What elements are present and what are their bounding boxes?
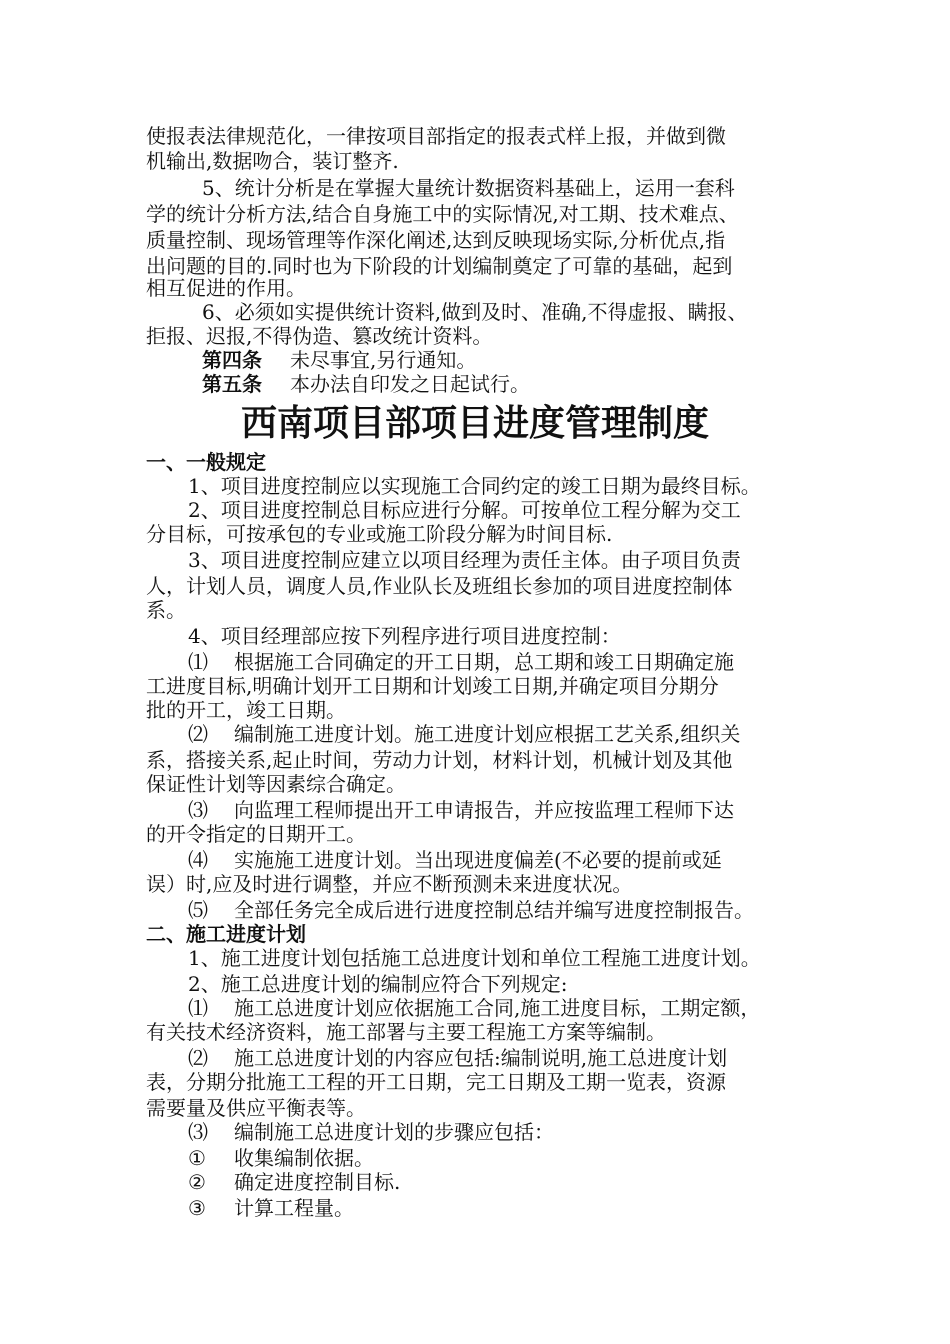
item-text: 全部任务完全成后进行进度控制总结并编写进度控制报告。 — [234, 898, 754, 922]
list-item — [188, 722, 740, 746]
text-line: 2、施工总进度计划的编制应符合下列规定: — [188, 972, 568, 996]
text-line: 系，搭接关系,起止时间，劳动力计划，材料计划，机械计划及其他 — [146, 748, 733, 772]
item-text: 收集编制依据。 — [234, 1146, 374, 1170]
item-text: 向监理工程师提出开工申请报告，并应按监理工程师下达 — [234, 798, 734, 822]
article-label: 第五条 — [202, 372, 262, 396]
item-number: ⑴ — [188, 650, 208, 674]
text-line: 1、施工进度计划包括施工总进度计划和单位工程施工进度计划。 — [188, 946, 761, 970]
list-item — [188, 798, 734, 822]
list-item — [188, 1146, 374, 1170]
text-line: 机输出,数据吻合，装订整齐. — [146, 149, 399, 173]
text-line: 3、项目进度控制应建立以项目经理为责任主体。由子项目负责 — [188, 548, 741, 572]
text-line: 拒报、迟报,不得伪造、篡改统计资料。 — [146, 324, 493, 348]
item-number: ⑵ — [188, 722, 208, 746]
item-text: 施工总进度计划的内容应包括:编制说明,施工总进度计划 — [234, 1046, 728, 1070]
item-number: ⑴ — [188, 996, 208, 1020]
text-line: 有关技术经济资料，施工部署与主要工程施工方案等编制。 — [146, 1020, 666, 1044]
list-item — [188, 848, 722, 872]
text-line: 6、必须如实提供统计资料,做到及时、准确,不得虚报、瞒报、 — [202, 300, 748, 324]
text-line: 的开令指定的日期开工。 — [146, 822, 366, 846]
item-number: ③ — [188, 1196, 206, 1220]
item-number: ⑵ — [188, 1046, 208, 1070]
document-title: 西南项目部项目进度管理制度 — [240, 403, 709, 444]
list-item — [188, 996, 760, 1020]
item-text: 实施施工进度计划。当出现进度偏差(不必要的提前或延 — [234, 848, 722, 872]
text-line: 相互促进的作用。 — [146, 276, 306, 300]
item-text: 计算工程量。 — [234, 1196, 354, 1220]
article-5 — [202, 372, 530, 396]
text-line: 表，分期分批施工工程的开工日期，完工日期及工期一览表，资源 — [146, 1070, 726, 1094]
item-text: 编制施工总进度计划的步骤应包括： — [234, 1120, 554, 1144]
article-text: 未尽事宜,另行通知。 — [290, 348, 477, 372]
text-line: 保证性计划等因素综合确定。 — [146, 772, 406, 796]
section-heading: 二、施工进度计划 — [146, 922, 306, 946]
item-number: ② — [188, 1170, 206, 1194]
text-line: 1、项目进度控制应以实现施工合同约定的竣工日期为最终目标。 — [188, 474, 761, 498]
list-item — [188, 898, 754, 922]
item-number: ⑷ — [188, 848, 208, 872]
list-item — [188, 1170, 400, 1194]
list-item — [188, 650, 734, 674]
list-item — [188, 1046, 727, 1070]
text-line: 4、项目经理部应按下列程序进行项目进度控制： — [188, 624, 621, 648]
text-line: 分目标，可按承包的专业或施工阶段分解为时间目标. — [146, 522, 613, 546]
list-item — [188, 1120, 554, 1144]
text-line: 误）时,应及时进行调整，并应不断预测未来进度状况。 — [146, 872, 633, 896]
item-number: ⑶ — [188, 1120, 208, 1144]
text-line: 2、项目进度控制总目标应进行分解。可按单位工程分解为交工 — [188, 498, 741, 522]
text-line: 人，计划人员，调度人员,作业队长及班组长参加的项目进度控制体 — [146, 574, 733, 598]
article-text: 本办法自印发之日起试行。 — [290, 372, 530, 396]
item-number: ⑶ — [188, 798, 208, 822]
item-number: ⑸ — [188, 898, 208, 922]
item-text: 施工总进度计划应依据施工合同,施工进度目标，工期定额， — [234, 996, 761, 1020]
item-number: ① — [188, 1146, 206, 1170]
text-line: 使报表法律规范化，一律按项目部指定的报表式样上报，并做到微 — [146, 124, 726, 148]
text-line: 需要量及供应平衡表等。 — [146, 1096, 366, 1120]
item-text: 编制施工进度计划。施工进度计划应根据工艺关系,组织关 — [234, 722, 741, 746]
text-line: 系。 — [146, 598, 186, 622]
text-line: 出问题的目的.同时也为下阶段的计划编制奠定了可靠的基础，起到 — [146, 254, 733, 278]
item-text: 根据施工合同确定的开工日期，总工期和竣工日期确定施 — [234, 650, 734, 674]
item-text: 确定进度控制目标. — [234, 1170, 401, 1194]
text-line: 工进度目标,明确计划开工日期和计划竣工日期,并确定项目分期分 — [146, 674, 719, 698]
text-line: 5、统计分析是在掌握大量统计数据资料基础上，运用一套科 — [202, 176, 735, 200]
text-line: 质量控制、现场管理等作深化阐述,达到反映现场实际,分析优点,指 — [146, 228, 726, 252]
text-line: 批的开工，竣工日期。 — [146, 698, 346, 722]
article-4 — [202, 348, 476, 372]
section-heading: 一、一般规定 — [146, 450, 266, 474]
text-line: 学的统计分析方法,结合自身施工中的实际情况,对工期、技术难点、 — [146, 202, 739, 226]
list-item — [188, 1196, 354, 1220]
article-label: 第四条 — [202, 348, 262, 372]
